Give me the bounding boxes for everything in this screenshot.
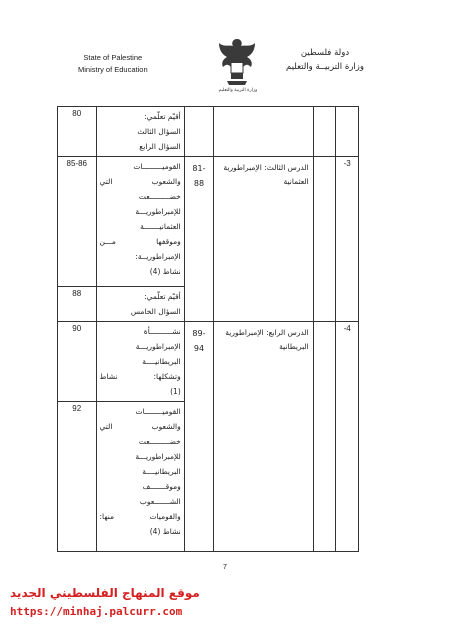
empty-cell xyxy=(313,157,336,322)
task-page-cell: 90 xyxy=(58,322,97,402)
lesson-pages-cell: 89- 94 xyxy=(184,322,213,552)
lesson-cell xyxy=(214,107,314,157)
task-page-cell: 80 xyxy=(58,107,97,157)
task-cell: أقيّم تعلّمي: السؤال الخامس xyxy=(96,287,184,322)
task-cell: القوميــــــــات والشعوب التي خضـــــــــعت للإمبراطوريـــة البريطانيــــة وموقـــــــف الشـــــــعوب والقوميات منها: نشاط (4) xyxy=(96,402,184,552)
header-arabic xyxy=(286,46,364,74)
header-state-ar: دولة فلسطين xyxy=(300,48,350,58)
lesson-cell: الدرس الثالث: الإمبراطورية العثمانية xyxy=(214,157,314,322)
lesson-cell: الدرس الرابع: الإمبراطورية البريطانية xyxy=(214,322,314,552)
palestine-eagle-emblem-icon xyxy=(213,33,261,93)
table-row xyxy=(58,322,359,402)
emblem-caption: وزارة التربية والتعليم xyxy=(218,88,258,93)
header-ministry: Ministry of Education xyxy=(78,65,148,74)
empty-cell xyxy=(313,107,336,157)
footer-site-name: موقع المنهاج الفلسطيني الجديد xyxy=(10,586,200,600)
table-row xyxy=(58,157,359,287)
row-number-cell: -4 xyxy=(336,322,359,552)
empty-cell xyxy=(313,322,336,552)
curriculum-table xyxy=(57,106,359,552)
task-page-cell: 85-86 xyxy=(58,157,97,287)
header-ministry-ar: وزارة التربيــة والتعليم xyxy=(286,62,364,72)
lesson-pages-cell xyxy=(184,107,213,157)
table-row xyxy=(58,107,359,157)
task-page-cell: 92 xyxy=(58,402,97,552)
header-state: State of Palestine xyxy=(83,53,143,62)
page-number: 7 xyxy=(223,564,227,571)
lesson-pages-cell: 81- 88 xyxy=(184,157,213,322)
task-cell: أقيّم تعلّمي: السؤال الثالث السؤال الرابع xyxy=(96,107,184,157)
footer-url-link[interactable]: https://minhaj.palcurr.com xyxy=(10,605,183,618)
task-page-cell: 88 xyxy=(58,287,97,322)
header-english xyxy=(78,52,148,76)
row-number-cell xyxy=(336,107,359,157)
row-number-cell: -3 xyxy=(336,157,359,322)
task-cell: نشــــــــــأة الإمبراطوريـــة البريطانيــــة وتشكلها: نشاط (1) xyxy=(96,322,184,402)
task-cell: القوميـــــــــات والشعوب التي خضـــــــــعت للإمبراطوريـــة العثمانيـــــــة وموقفها مـــن الإمبراطوريــة: نشاط (4) xyxy=(96,157,184,287)
